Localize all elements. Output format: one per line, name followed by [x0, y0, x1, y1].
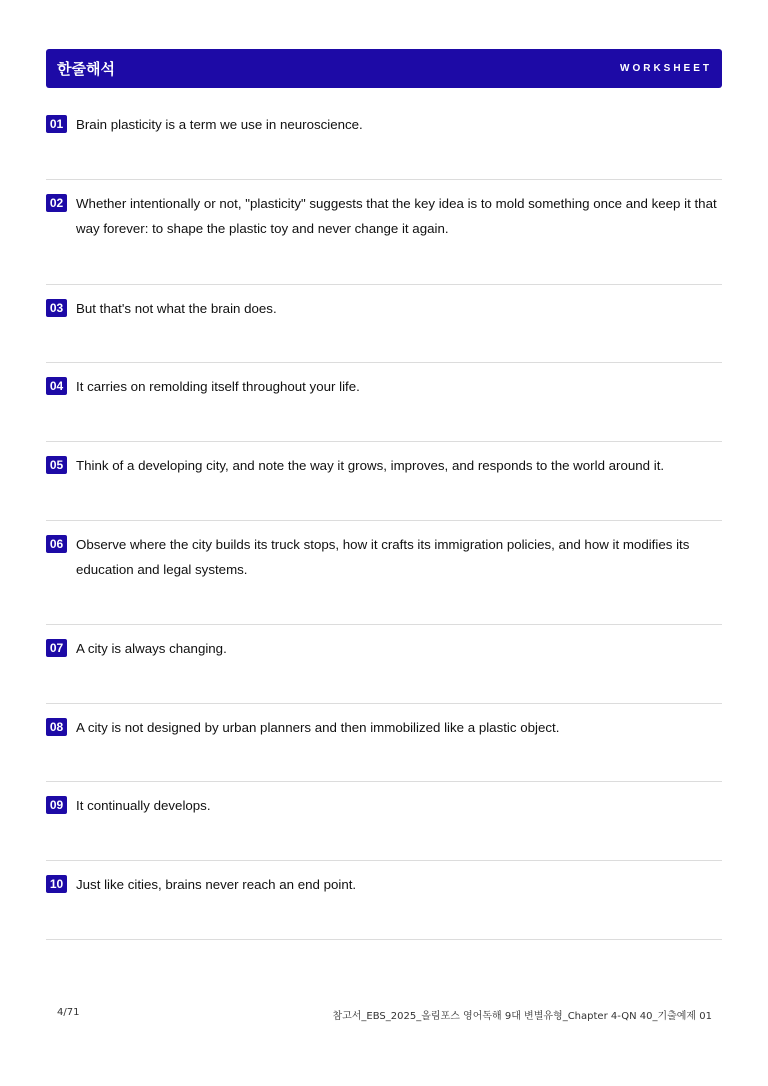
item-number: 05 [46, 456, 67, 474]
item-text: Just like cities, brains never reach an end point. [76, 877, 357, 892]
item-number: 08 [46, 718, 67, 736]
worksheet-header [46, 49, 722, 88]
list-item [46, 861, 722, 940]
item-text: It carries on remolding itself throughout your life. [76, 379, 360, 394]
source-label: 참고서_EBS_2025_올림포스 영어독해 9대 변별유형_Chapter 4-QN 40_기출예제 01 [332, 1011, 712, 1022]
item-text: Think of a developing city, and note the way it grows, improves, and responds to the world around it. [76, 458, 665, 473]
page-footer [57, 1007, 712, 1022]
list-item [46, 704, 722, 782]
item-text: It continually develops. [76, 798, 211, 813]
item-text: But that's not what the brain does. [76, 301, 277, 316]
list-item [46, 363, 722, 442]
item-number: 02 [46, 194, 67, 212]
item-number: 03 [46, 299, 67, 317]
item-number: 07 [46, 639, 67, 657]
item-text: Brain plasticity is a term we use in neuroscience. [76, 117, 363, 132]
item-text: A city is always changing. [76, 641, 227, 656]
header-title: 한줄해석 [57, 60, 115, 78]
item-number: 01 [46, 115, 67, 133]
list-item [46, 625, 722, 704]
list-item [46, 782, 722, 861]
page-number: 4/71 [57, 1007, 80, 1018]
item-number: 09 [46, 796, 67, 814]
item-text: Whether intentionally or not, "plasticity" suggests that the key idea is to mold something once and keep it that way forever: to shape the plastic toy and never change it again. [76, 196, 717, 236]
sentence-list [46, 101, 722, 940]
header-tag: WORKSHEET [620, 63, 712, 74]
item-text: A city is not designed by urban planners and then immobilized like a plastic object. [76, 720, 560, 735]
list-item [46, 521, 722, 625]
item-number: 10 [46, 875, 67, 893]
item-number: 06 [46, 535, 67, 553]
list-item [46, 101, 722, 180]
item-text: Observe where the city builds its truck stops, how it crafts its immigration policies, and how it modifies its education and legal systems. [76, 537, 690, 577]
list-item [46, 180, 722, 285]
list-item [46, 442, 722, 521]
item-number: 04 [46, 377, 67, 395]
list-item [46, 285, 722, 363]
